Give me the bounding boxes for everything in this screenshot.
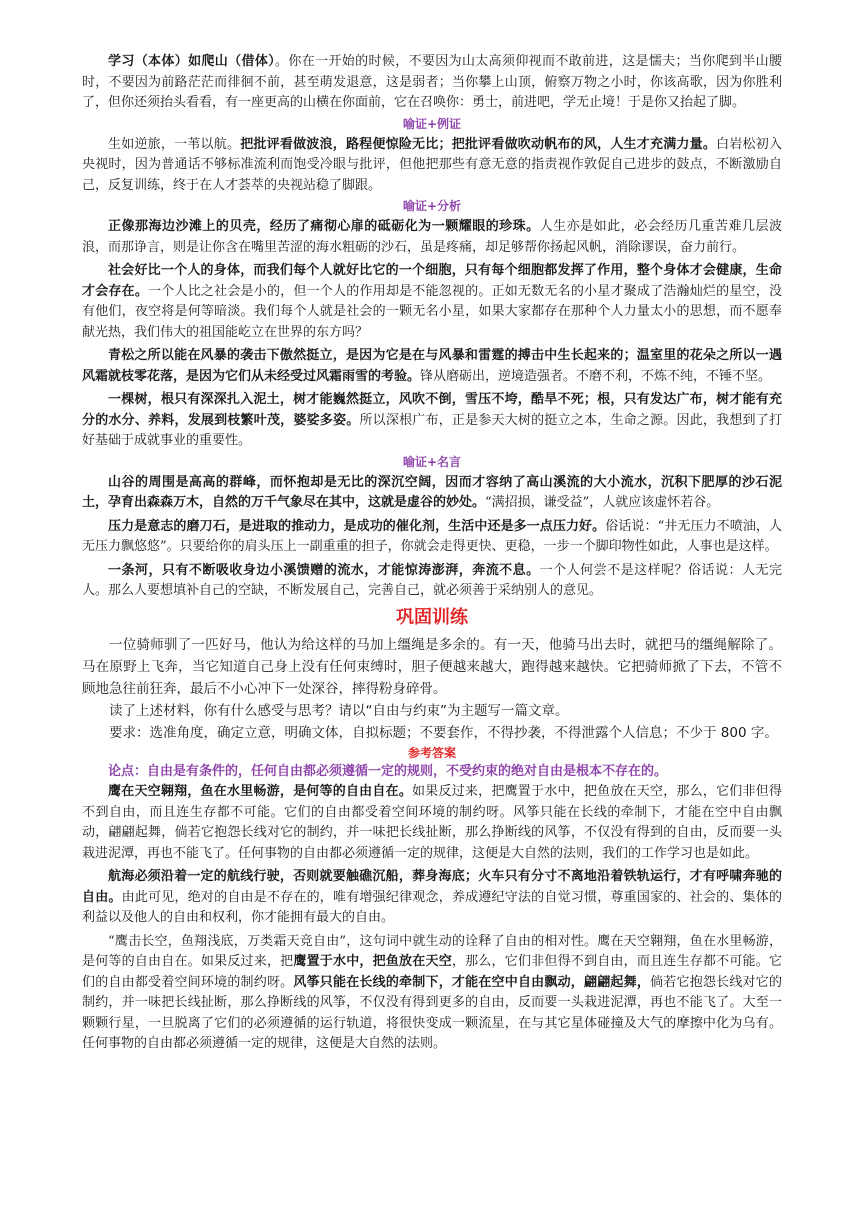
paragraph-valley: 山谷的周围是高高的群峰，而怀抱却是无比的深沉空阔，因而才容纳了高山溪流的大小流水，沉积下肥厚的沙石泥土，孕育出森森万木，自然的万千气象尽在其中，这就是虚谷的妙处。“满招损，谦受益”，人就应该虚怀若谷。 <box>82 474 782 510</box>
paragraph-requirements: 要求：选准角度，确定立意，明确文体，自拟标题；不要套作，不得抄袭，不得泄露个人信息；不少于 800 字。 <box>109 724 778 741</box>
paragraph-bai-yansong: 生如逆旅，一苇以航。把批评看做波浪，路程便惊险无比；把批评看做吹动帆布的风，人生才充满力量。白岩松初入央视时，因为普通话不够标准流利而饱受冷眼与批评，但他把那些有意无意的指责视作敦促自己进步的鼓点，不断激励自己，反复训练，终于在人才荟萃的央视站稳了脚跟。 <box>82 136 782 193</box>
paragraph-river: 一条河，只有不断吸收身边小溪馈赠的流水，才能惊涛澎湃，奔流不息。一个人何尝不是这样呢？俗话说：人无完人。那么人要想填补自己的空缺，不断发展自己，完善自己，就必须善于采纳别人的意见。 <box>82 562 782 598</box>
section-label-metaphor-quote: 喻证+名言 <box>402 454 462 469</box>
section-label-metaphor-example: 喻证+例证 <box>402 116 462 131</box>
paragraph-horse-story: 一位骑师驯了一匹好马，他认为给这样的马加上缰绳是多余的。有一天，他骑马出去时，就把马的缰绳解除了。马在原野上飞奔，当它知道自己身上没有任何束缚时，胆子便越来越大，跑得越来越快。它把骑师掀了下去，不管不顾地急往前狂奔，最后不小心冲下一处深谷，摔得粉身碎骨。 <box>82 636 782 697</box>
paragraph-task: 读了上述材料，你有什么感受与思考？请以“自由与约束”为主题写一篇文章。 <box>109 702 569 719</box>
paragraph-pine: 青松之所以能在风暴的袭击下傲然挺立，是因为它是在与风暴和雷霆的搏击中生长起来的；温室里的花朵之所以一遇风霜就枝零花落，是因为它们从未经受过风霜雨雪的考验。锋从磨砺出，逆境造强者。不磨不利，不炼不纯，不锤不坚。 <box>82 348 782 384</box>
paragraph-society-body: 社会好比一个人的身体，而我们每个人就好比它的一个细胞，只有每个细胞都发挥了作用，整个身体才会健康，生命才会存在。一个人比之社会是小的，但一个人的作用却是不能忽视的。正如无数无名的小星才聚成了浩瀚灿烂的星空，没有他们，夜空将是何等暗淡。我们每个人就是社会的一颗无名小星，如果大家都存在那种个人力量太小的思想，而不愿奉献光热，我们伟大的祖国能屹立在世界的东方吗？ <box>82 263 782 340</box>
paragraph-tree-roots: 一棵树，根只有深深扎入泥土，树才能巍然挺立，风吹不倒，雪压不垮，酷旱不死；根，只有发达广布，树才能有充分的水分、养料，发展到枝繁叶茂，婆娑多姿。所以深根广布，正是参天大树的挺立之本，生命之源。因此，我想到了打好基础于成就事业的重要性。 <box>82 392 782 448</box>
bold-phrase: 学习（本体）如爬山（借体） <box>108 54 276 69</box>
paragraph-eagle-fish: 鹰在天空翱翔，鱼在水里畅游，是何等的自由自在。如果反过来，把鹰置于水中，把鱼放在天空，那么，它们非但得不到自由，而且连生存都不可能。它们的自由都受着空间环境的制约呀。风筝只能在长线的牵制下，才能在空中自由飘动，翩翩起舞，倘若它抱怨长线对它的制约，并一味把长线扯断，那么挣断线的风筝，不仅没有得到的自由，反而要一头栽进泥潭，再也不能飞了。任何事物的自由都必须遵循一定的规律，这便是大自然的法则，我们的工作学习也是如此。 <box>82 784 782 861</box>
paragraph-thesis: 论点：自由是有条件的，任何自由都必须遵循一定的规则，不受约束的绝对自由是根本不存在的。 <box>108 763 668 779</box>
paragraph-voyage: 航海必须沿着一定的航线行驶，否则就要触礁沉船，葬身海底；火车只有分寸不离地沿着铁轨运行，才有呼啸奔驰的自由。由此可见，绝对的自由是不存在的，唯有增强纪律观念，养成遵纪守法的自觉习惯，尊重国家的、社会的、集体的利益以及他人的自由和权利，你才能拥有最大的自由。 <box>82 869 782 925</box>
paragraph-pearl: 正像那海边沙滩上的贝壳，经历了痛彻心扉的砥砺化为一颗耀眼的珍珠。人生亦是如此，必会经历几重苦难几层波浪，而那诤言，则是让你含在嘴里苦涩的海水粗砺的沙石，虽是疼痛，却足够帮你扬起风帆，消除谬误，奋力前行。 <box>82 219 782 255</box>
heading-practice: 巩固训练 <box>396 606 468 628</box>
document-page <box>82 52 782 1055</box>
paragraph-pressure: 压力是意志的磨刀石，是进取的推动力，是成功的催化剂，生活中还是多一点压力好。俗话说：“井无压力不喷油，人无压力飘悠悠”。只要给你的肩头压上一副重重的担子，你就会走得更快、更稳，一步一个脚印物性如此，人事也是这样。 <box>82 518 782 554</box>
paragraph-study-mountain: 学习（本体）如爬山（借体）。你在一开始的时候，不要因为山太高须仰视而不敢前进，这是懦夫；当你爬到半山腰时，不要因为前路茫茫而徘徊不前，甚至萌发退意，这是弱者；当你攀上山顶，俯察万物之小时，你该高歌，因为你胜利了，但你还须抬头看看，有一座更高的山横在你面前，它在召唤你：勇士，前进吧，学无止境！于是你又抬起了脚。 <box>82 54 782 110</box>
heading-reference-answer: 参考答案 <box>407 745 456 760</box>
paragraph-poem: “鹰击长空，鱼翔浅底，万类霜天竞自由”，这句词中就生动的诠释了自由的相对性。鹰在天空翱翔，鱼在水里畅游，是何等的自由自在。如果反过来，把鹰置于水中，把鱼放在天空，那么，它们非但得不到自由，而且连生存都不可能。它们的自由都受着空间环境的制约呀。风筝只能在长线的牵制下，才能在空中自由飘动，翩翩起舞，倘若它抱怨长线对它的制约，并一味把长线扯断，那么挣断线的风筝，不仅没有得到更多的自由，反而要一头栽进泥潭，再也不能飞了。大至一颗颗行星，一旦脱离了它们的必须遵循的运行轨道，将很快变成一颗流星，在与其它星体碰撞及大气的摩擦中化为乌有。任何事物的自由都必须遵循一定的规律，这便是大自然的法则。 <box>82 933 782 1051</box>
section-label-metaphor-analysis: 喻证+分析 <box>402 199 462 213</box>
